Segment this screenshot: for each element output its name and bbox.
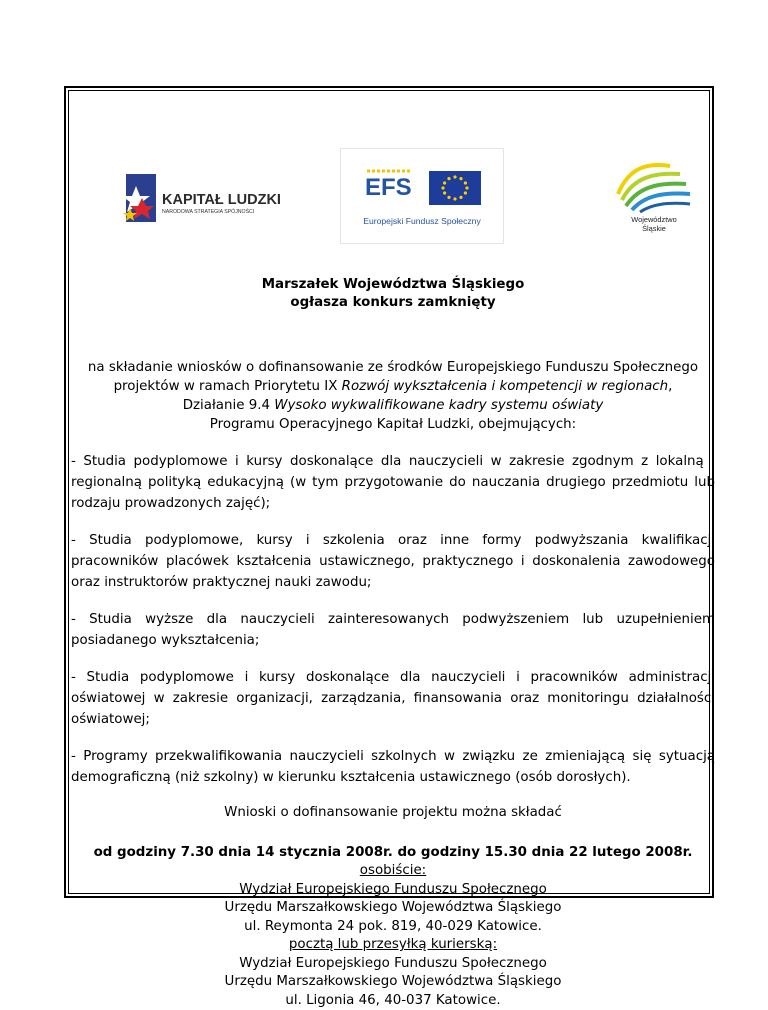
in-person-label: osobiście:: [359, 863, 427, 878]
announcement-body: [71, 276, 715, 1010]
by-post-line3: ul. Ligonia 46, 40-037 Katowice.: [285, 992, 501, 1008]
kapital-ludzki-tagline: NARODOWA STRATEGIA SPÓJNOŚCI: [162, 209, 255, 215]
submission-intro: Wnioski o dofinansowanie projektu można składać: [224, 805, 562, 820]
efs-logo: [340, 148, 504, 244]
intro-line2-pre: projektów w ramach Priorytetu IX: [113, 379, 342, 394]
kapital-ludzki-name: KAPITAŁ LUDZKI: [162, 192, 281, 208]
list-item: - Programy przekwalifikowania nauczycieli szkolnych w związku ze zmieniającą się sytuacją demograficzną (niż szkolny) w kierunku kształcenia ustawicznego (osób dorosłych).: [71, 749, 715, 785]
list-item: - Studia wyższe dla nauczycieli zainteresowanych podwyższeniem lub uzupełnieniem posiadanego wykształcenia;: [71, 612, 715, 648]
announcement-intro: [71, 358, 715, 434]
intro-line3-pre: Działanie 9.4: [182, 398, 275, 413]
efs-emblem-icon: [341, 149, 503, 243]
slaskie-line1: Województwo: [631, 215, 677, 224]
slaskie-line2: Śląskie: [642, 224, 666, 233]
priority-name: Rozwój wykształcenia i kompetencji w regionach: [341, 379, 669, 394]
heading-line2: ogłasza konkurs zamknięty: [290, 295, 496, 310]
list-item: - Studia podyplomowe, kursy i szkolenia oraz inne formy podwyższania kwalifikacji pracowników placówek kształcenia ustawicznego, praktycznego i doskonalenia zawodowego oraz instruktorów praktycznej nauki zawodu;: [71, 533, 715, 590]
kapital-ludzki-logo: [122, 170, 292, 226]
submission-dates: od godziny 7.30 dnia 14 stycznia 2008r. do godziny 15.30 dnia 22 lutego 2008r.: [93, 845, 693, 860]
list-item: - Studia podyplomowe i kursy doskonalące dla nauczycieli i pracowników administracji oświatowej w zakresie organizacji, zarządzania, finansowania oraz monitoringu działalności oświatowej;: [71, 670, 715, 727]
intro-line1: na składanie wniosków o dofinansowanie ze środków Europejskiego Funduszu Społecznego: [87, 360, 699, 375]
kapital-ludzki-emblem-icon: [122, 170, 292, 226]
measure-name: Wysoko wykwalifikowane kadry systemu oświaty: [274, 398, 604, 413]
efs-name: Europejski Fundusz Społeczny: [363, 216, 481, 226]
intro-line4: Programu Operacyjnego Kapitał Ludzki, obejmujących:: [209, 417, 577, 432]
in-person-line3: ul. Reymonta 24 pok. 819, 40-029 Katowice.: [244, 918, 542, 934]
slaskie-logo: [610, 160, 696, 236]
slaskie-waves-icon: [610, 160, 696, 236]
in-person-line2: Urzędu Marszałkowskiego Województwa Śląskiego: [224, 900, 562, 915]
announcement-heading: [71, 276, 715, 312]
heading-line1: Marszałek Województwa Śląskiego: [261, 277, 525, 292]
in-person-address: [71, 862, 715, 1010]
efs-acronym: EFS: [365, 174, 412, 201]
by-post-line2: Urzędu Marszałkowskiego Województwa Śląskiego: [224, 974, 562, 989]
list-item: - Studia podyplomowe i kursy doskonalące dla nauczycieli w zakresie zgodnym z lokalną i regionalną polityką edukacyjną (w tym przygotowanie do nauczania drugiego przedmiotu lub rodzaju prowadzonych zajęć);: [71, 454, 715, 511]
in-person-line1: Wydział Europejskiego Funduszu Społecznego: [239, 881, 547, 897]
by-post-line1: Wydział Europejskiego Funduszu Społecznego: [239, 955, 547, 971]
by-post-label: pocztą lub przesyłką kurierską:: [288, 937, 498, 952]
intro-line2-post: ,: [668, 379, 673, 394]
